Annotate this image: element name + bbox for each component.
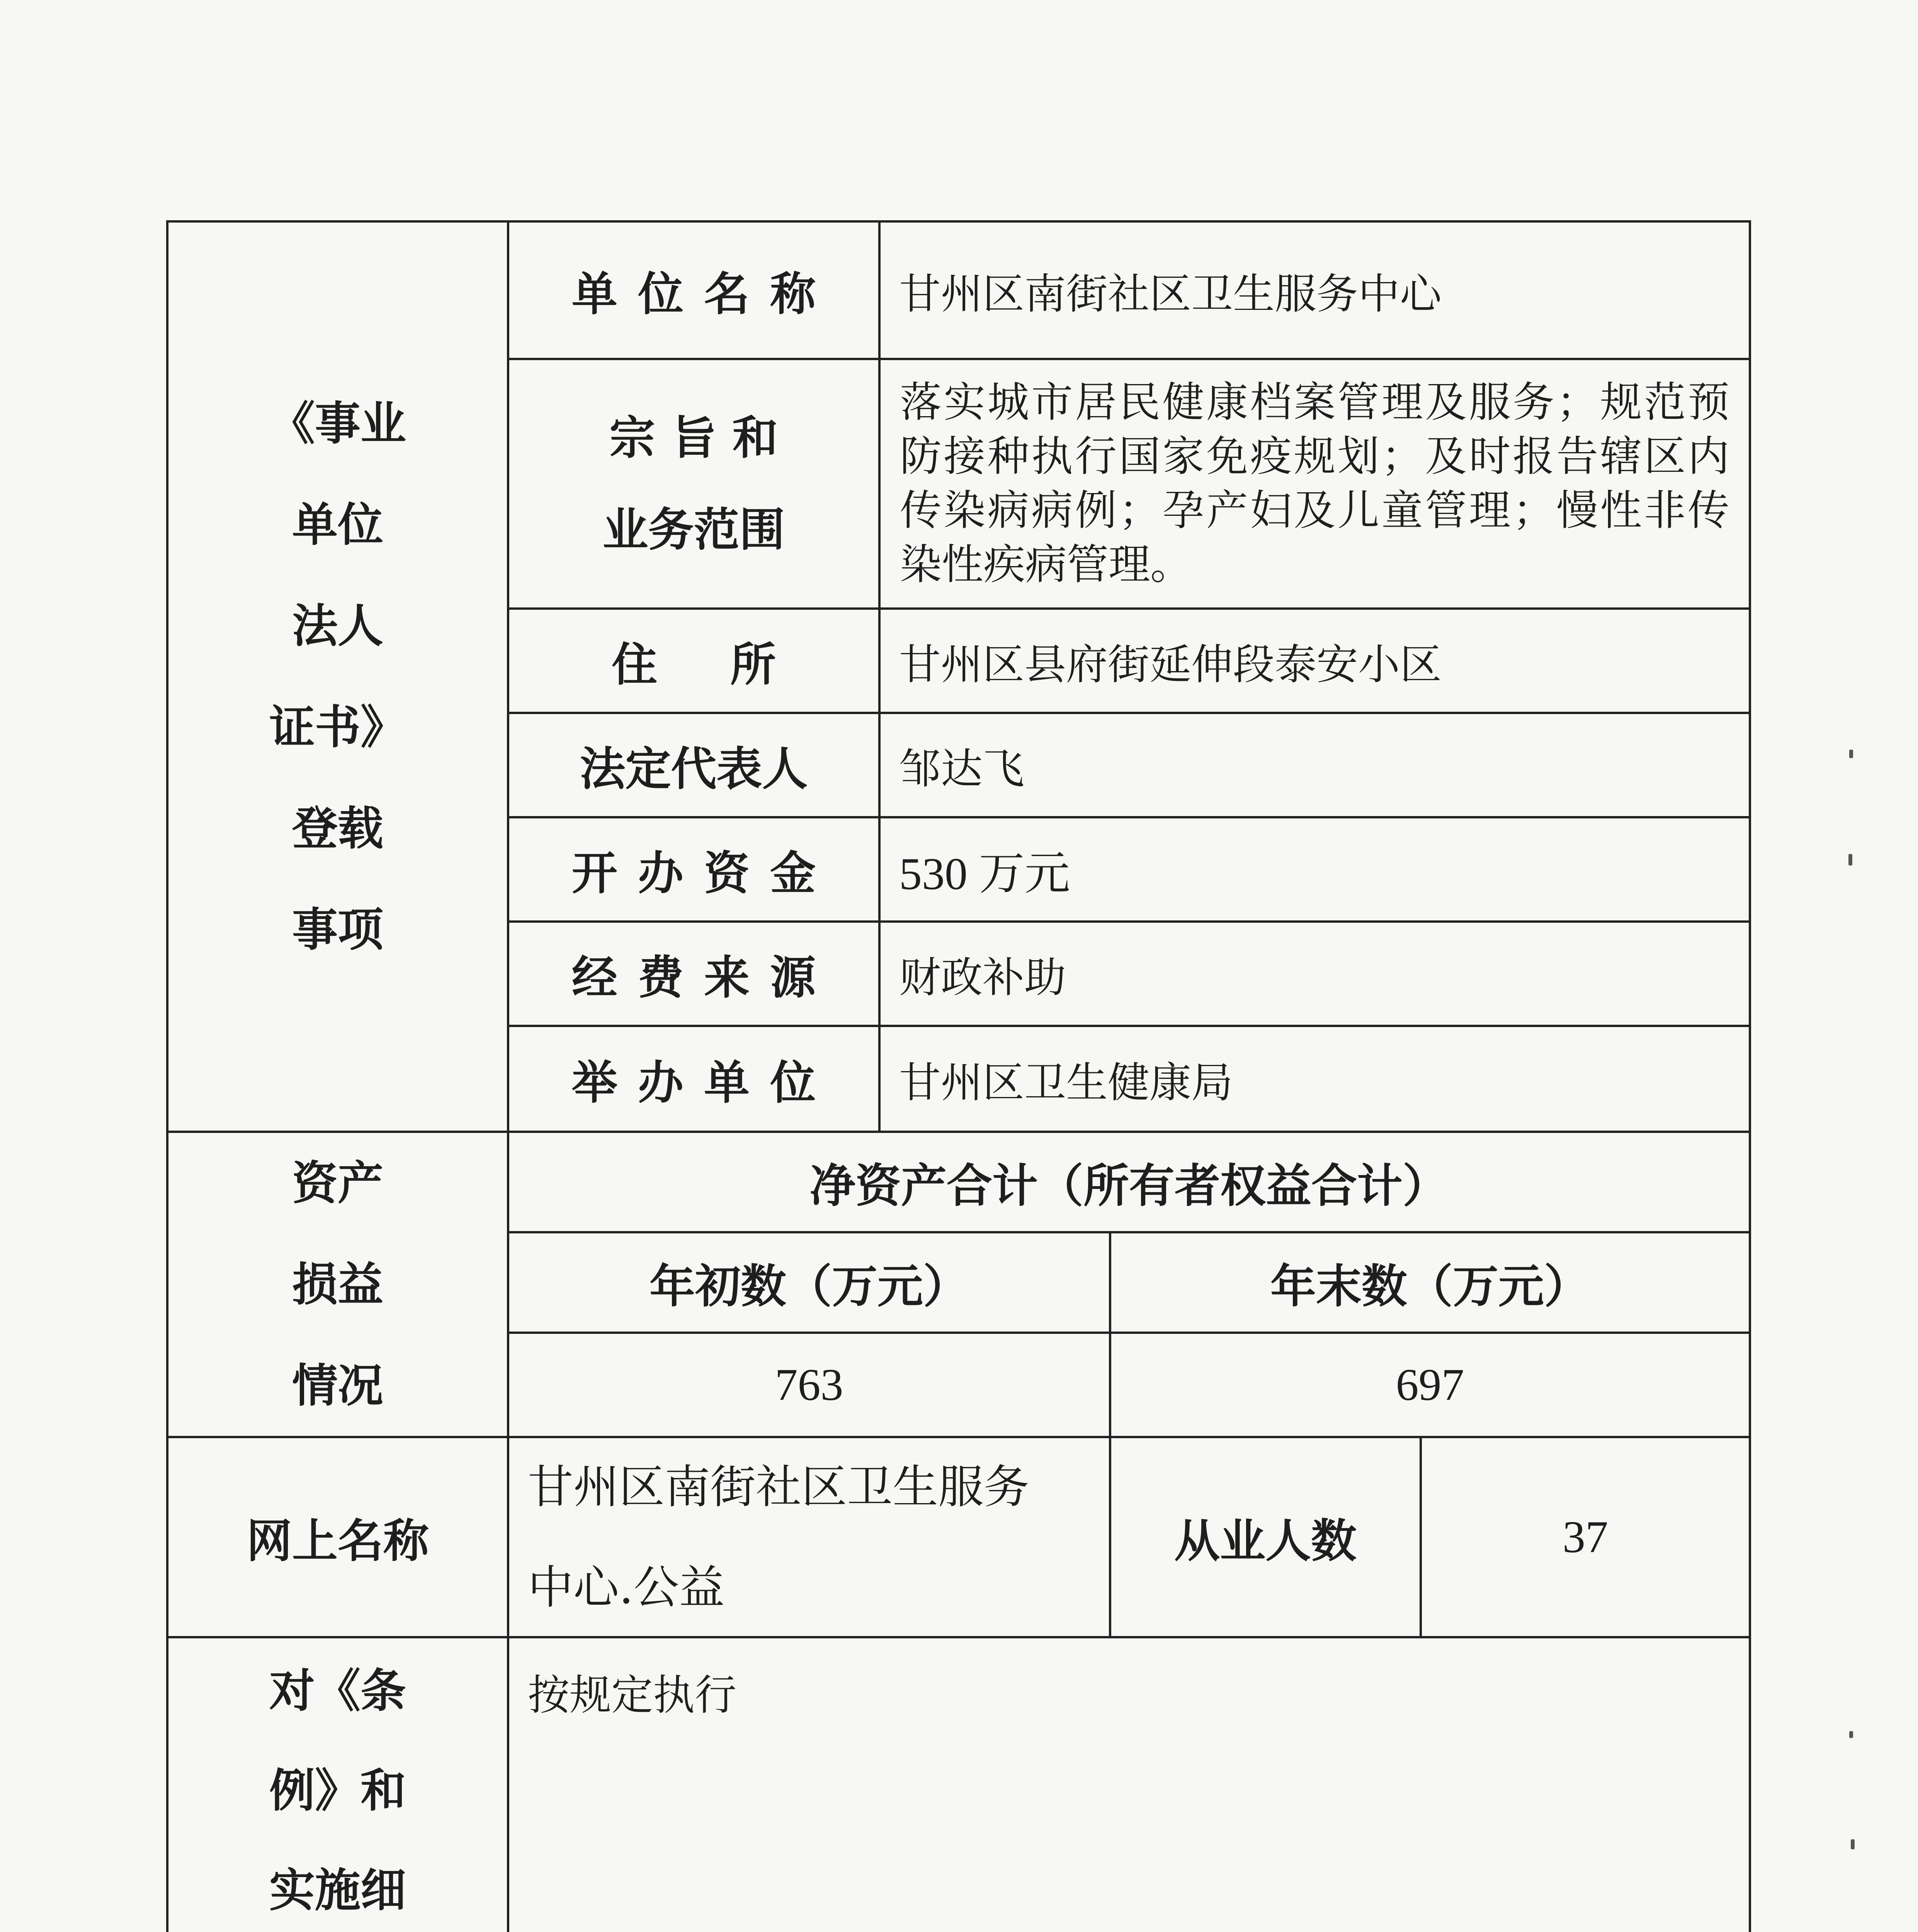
legal-rep-value: 邹达飞 (878, 712, 1751, 818)
address-value: 甘州区县府街延伸段泰安小区 (878, 607, 1751, 714)
address-label: 住所 (507, 607, 881, 714)
staff-count-label: 从业人数 (1109, 1436, 1422, 1638)
net-assets-header: 净资产合计（所有者权益合计） (507, 1131, 1751, 1233)
purpose-value: 落实城市居民健康档案管理及服务；规范预防接种执行国家免疫规划；及时报告辖区内传染病病例；孕产妇及儿童管理；慢性非传染性疾病管理。 (878, 358, 1751, 610)
online-name-value: 甘州区南街社区卫生服务 中心.公益 (507, 1436, 1111, 1638)
purpose-label-line1: 宗 旨 和 (609, 411, 778, 464)
scan-mark (1848, 854, 1852, 866)
unit-name-label: 单位名称 (507, 220, 881, 360)
scan-mark (1849, 750, 1853, 758)
year-end-label: 年末数（万元） (1109, 1231, 1751, 1334)
purpose-label (507, 358, 881, 610)
scan-mark (1849, 1731, 1853, 1738)
assets-section-label: 资产 损益 情况 (166, 1131, 509, 1438)
staff-count-value: 37 (1420, 1436, 1751, 1638)
funding-value: 财政补助 (878, 920, 1751, 1027)
purpose-label-line2: 业务范围 (602, 503, 785, 556)
year-end-value: 697 (1109, 1332, 1751, 1438)
compliance-section-label: 对《条 例》和 实施细 (166, 1636, 509, 1932)
scan-mark (1851, 1839, 1855, 1849)
sponsor-value: 甘州区卫生健康局 (878, 1025, 1751, 1133)
year-begin-value: 763 (507, 1332, 1111, 1438)
online-name-label: 网上名称 (166, 1436, 509, 1638)
unit-name-value: 甘州区南街社区卫生服务中心 (878, 220, 1751, 360)
registration-section-label: 《事业 单位 法人 证书》 登载 事项 (166, 220, 509, 1133)
sponsor-label: 举办单位 (507, 1025, 881, 1133)
legal-rep-label: 法定代表人 (507, 712, 881, 818)
year-begin-label: 年初数（万元） (507, 1231, 1111, 1334)
capital-value: 530 万元 (878, 816, 1751, 923)
compliance-value: 按规定执行 (507, 1636, 1751, 1932)
capital-label: 开办资金 (507, 816, 881, 923)
funding-label: 经费来源 (507, 920, 881, 1027)
